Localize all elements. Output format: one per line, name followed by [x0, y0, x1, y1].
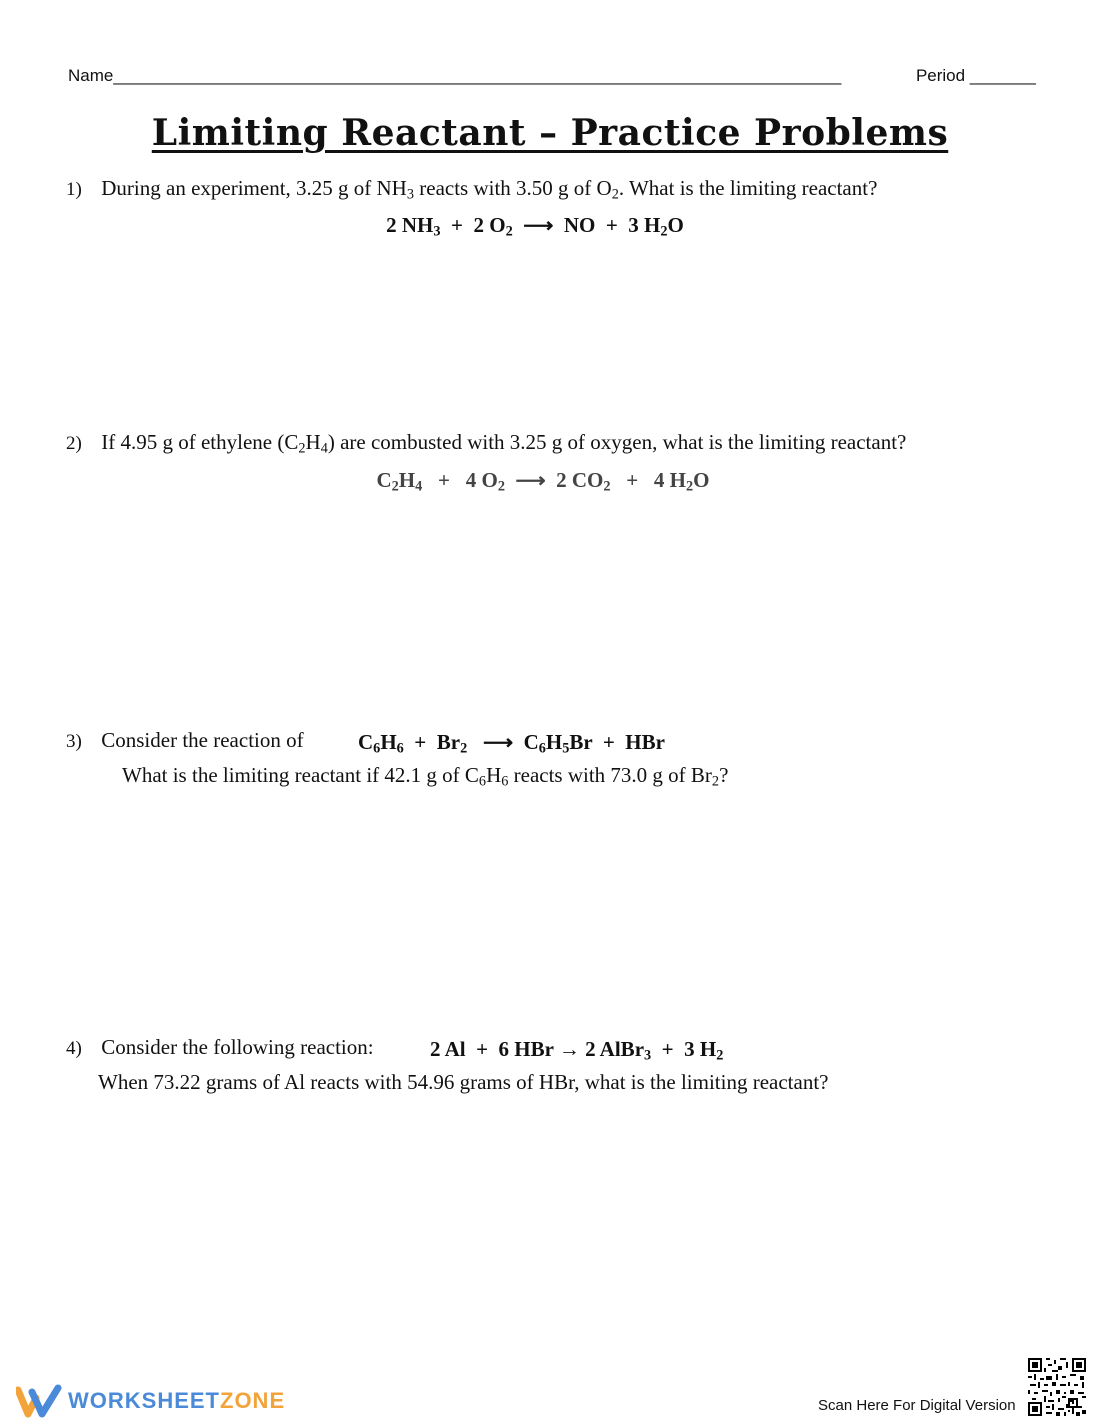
period-label: Period — [915, 66, 966, 85]
name-period-line — [68, 66, 1036, 86]
period-blank[interactable]: _______ — [969, 66, 1036, 85]
page-title: Limiting Reactant – Practice Problems — [151, 112, 949, 154]
question-3-text: What is the limiting reactant if 42.1 g of $C_6H_6$ reacts with 73.0 g of $Br_2$? — [122, 763, 729, 790]
worksheetzone-logo[interactable] — [16, 1384, 285, 1418]
question-number: 2) — [66, 433, 82, 454]
question-number: 1) — [66, 179, 82, 200]
qr-code-icon[interactable] — [1028, 1358, 1086, 1416]
equation-4: 2 Al + 6 HBr → 2 AlBr$_3$ + 3 $H_2$ — [430, 1037, 724, 1064]
question-intro: Consider the reaction of — [101, 728, 304, 752]
question-text: If 4.95 g of ethylene $(C_2H_4)$ are combusted with 3.25 g of oxygen, what is the limiting reactant? — [101, 430, 907, 457]
equation-2: $C_2H_4 + 4$ $O_2$ ⟶ 2 $CO_2 + 4$ $H_2O$ — [376, 468, 710, 495]
question-text: During an experiment, 3.25 g of $NH_3$ reacts with 3.50 g of $O_2$. What is the limiting reactant? — [101, 176, 878, 203]
equation-3: $C_6H_6 + Br_2$ ⟶ $C_6H_5Br$ + HBr — [358, 730, 665, 757]
question-2 — [66, 430, 907, 457]
scan-caption: Scan Here For Digital Version — [818, 1397, 1016, 1414]
w-logo-icon — [16, 1384, 62, 1418]
question-intro: Consider the following reaction: — [101, 1035, 374, 1059]
question-4-text: When 73.22 grams of Al reacts with 54.96 grams of HBr, what is the limiting reactant? — [98, 1070, 829, 1094]
name-blank[interactable]: _____________________________________________________________________________ — [113, 66, 842, 85]
brand-name: WORKSHEETZONE — [68, 1388, 286, 1413]
question-number: 4) — [66, 1038, 82, 1059]
question-3 — [66, 730, 304, 751]
question-number: 3) — [66, 731, 82, 752]
question-1 — [66, 176, 878, 203]
question-4 — [66, 1037, 374, 1058]
name-label: Name — [68, 66, 114, 85]
equation-1: 2 $NH_3 + 2$ $O_2$ ⟶ NO + 3 $H_2O$ — [386, 213, 684, 240]
